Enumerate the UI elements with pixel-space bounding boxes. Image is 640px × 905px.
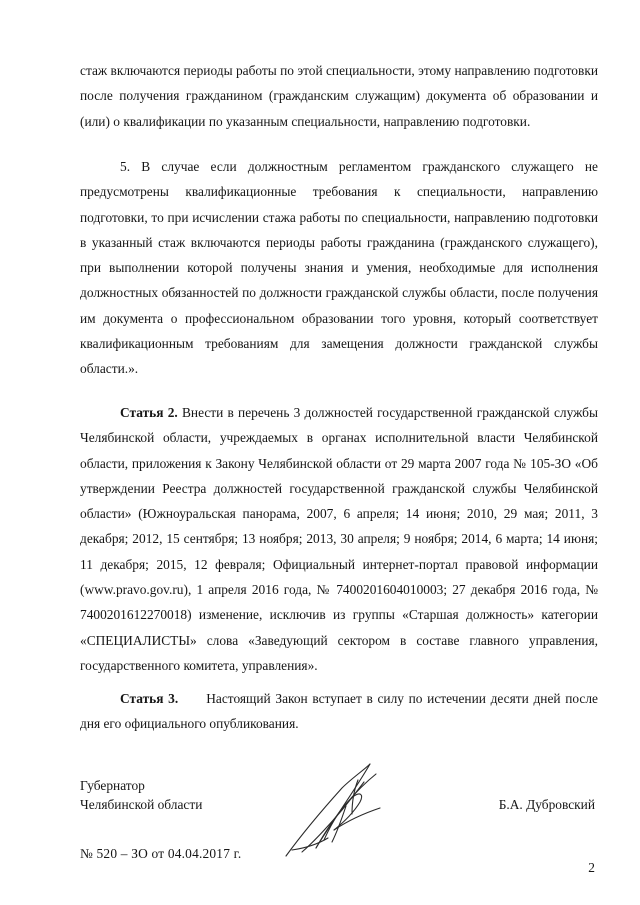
governor-name: Б.А. Дубровский — [498, 797, 595, 812]
page-number: 2 — [588, 860, 595, 875]
law-number: № 520 – ЗО от 04.04.2017 г. — [80, 846, 242, 861]
article-2-text: Внести в перечень 3 должностей государственной гражданской службы Челябинской области, учреждаемых в органах исполнительной власти Челябинской области, приложения к Закону Челябинской области от 29 марта 2007 года № 105-ЗО «Об утверждении Реестра должностей государственной гражданской службы Челябинской области» (Южноуральская панорама, 2007, 6 апреля; 14 июня; 2010, 29 мая; 2011, 3 декабря; 2012, 15 сентября; 13 ноября; 2013, 30 апреля; 9 ноября; 2014, 6 марта; 14 июня; 11 декабря; 2015, 12 февраля; Официальный интернет-портал правовой информации (www.pravo.gov.ru), 1 апреля 2016 года, № 7400201604010003; 27 декабря 2016 года, № 7400201612270018) изменение, исключив из группы «Старшая должность» категории «СПЕЦИАЛИСТЫ» слова «Заведующий сектором в составе главного управления, государственного комитета, управления». — [80, 405, 598, 673]
handwritten-signature — [272, 756, 392, 866]
article-2-label: Статья 2. — [120, 405, 178, 420]
article-3-label: Статья 3. — [120, 691, 179, 706]
governor-title-line2: Челябинской области — [80, 797, 203, 812]
article-2 — [80, 400, 598, 678]
paragraph-continuation: стаж включаются периоды работы по этой специальности, этому направлению подготовки после получения гражданином (гражданским служащим) документа об образовании и (или) о квалификации по указанным специальности, направлению подготовки. — [80, 63, 598, 129]
governor-title-line1: Губернатор — [80, 778, 145, 793]
article-3-text: Настоящий Закон вступает в силу по истечении десяти дней после дня его официального опубликования. — [80, 691, 598, 732]
governor-title — [80, 776, 202, 814]
paragraph-clause-5: 5. В случае если должностным регламентом гражданского служащего не предусмотрены квалификационные требования к специальности, направлению подготовки, то при исчислении стажа работы по специальности, направлению подготовки в указанный стаж включаются периоды работы гражданина (гражданского служащего), при выполнении которой получены знания и умения, необходимые для исполнения должностных обязанностей по должности гражданской службы области, после получения им документа о профессиональном образовании того уровня, который соответствует квалификационным требованиям для замещения должности гражданской службы области.». — [80, 159, 598, 377]
article-3 — [80, 686, 598, 737]
